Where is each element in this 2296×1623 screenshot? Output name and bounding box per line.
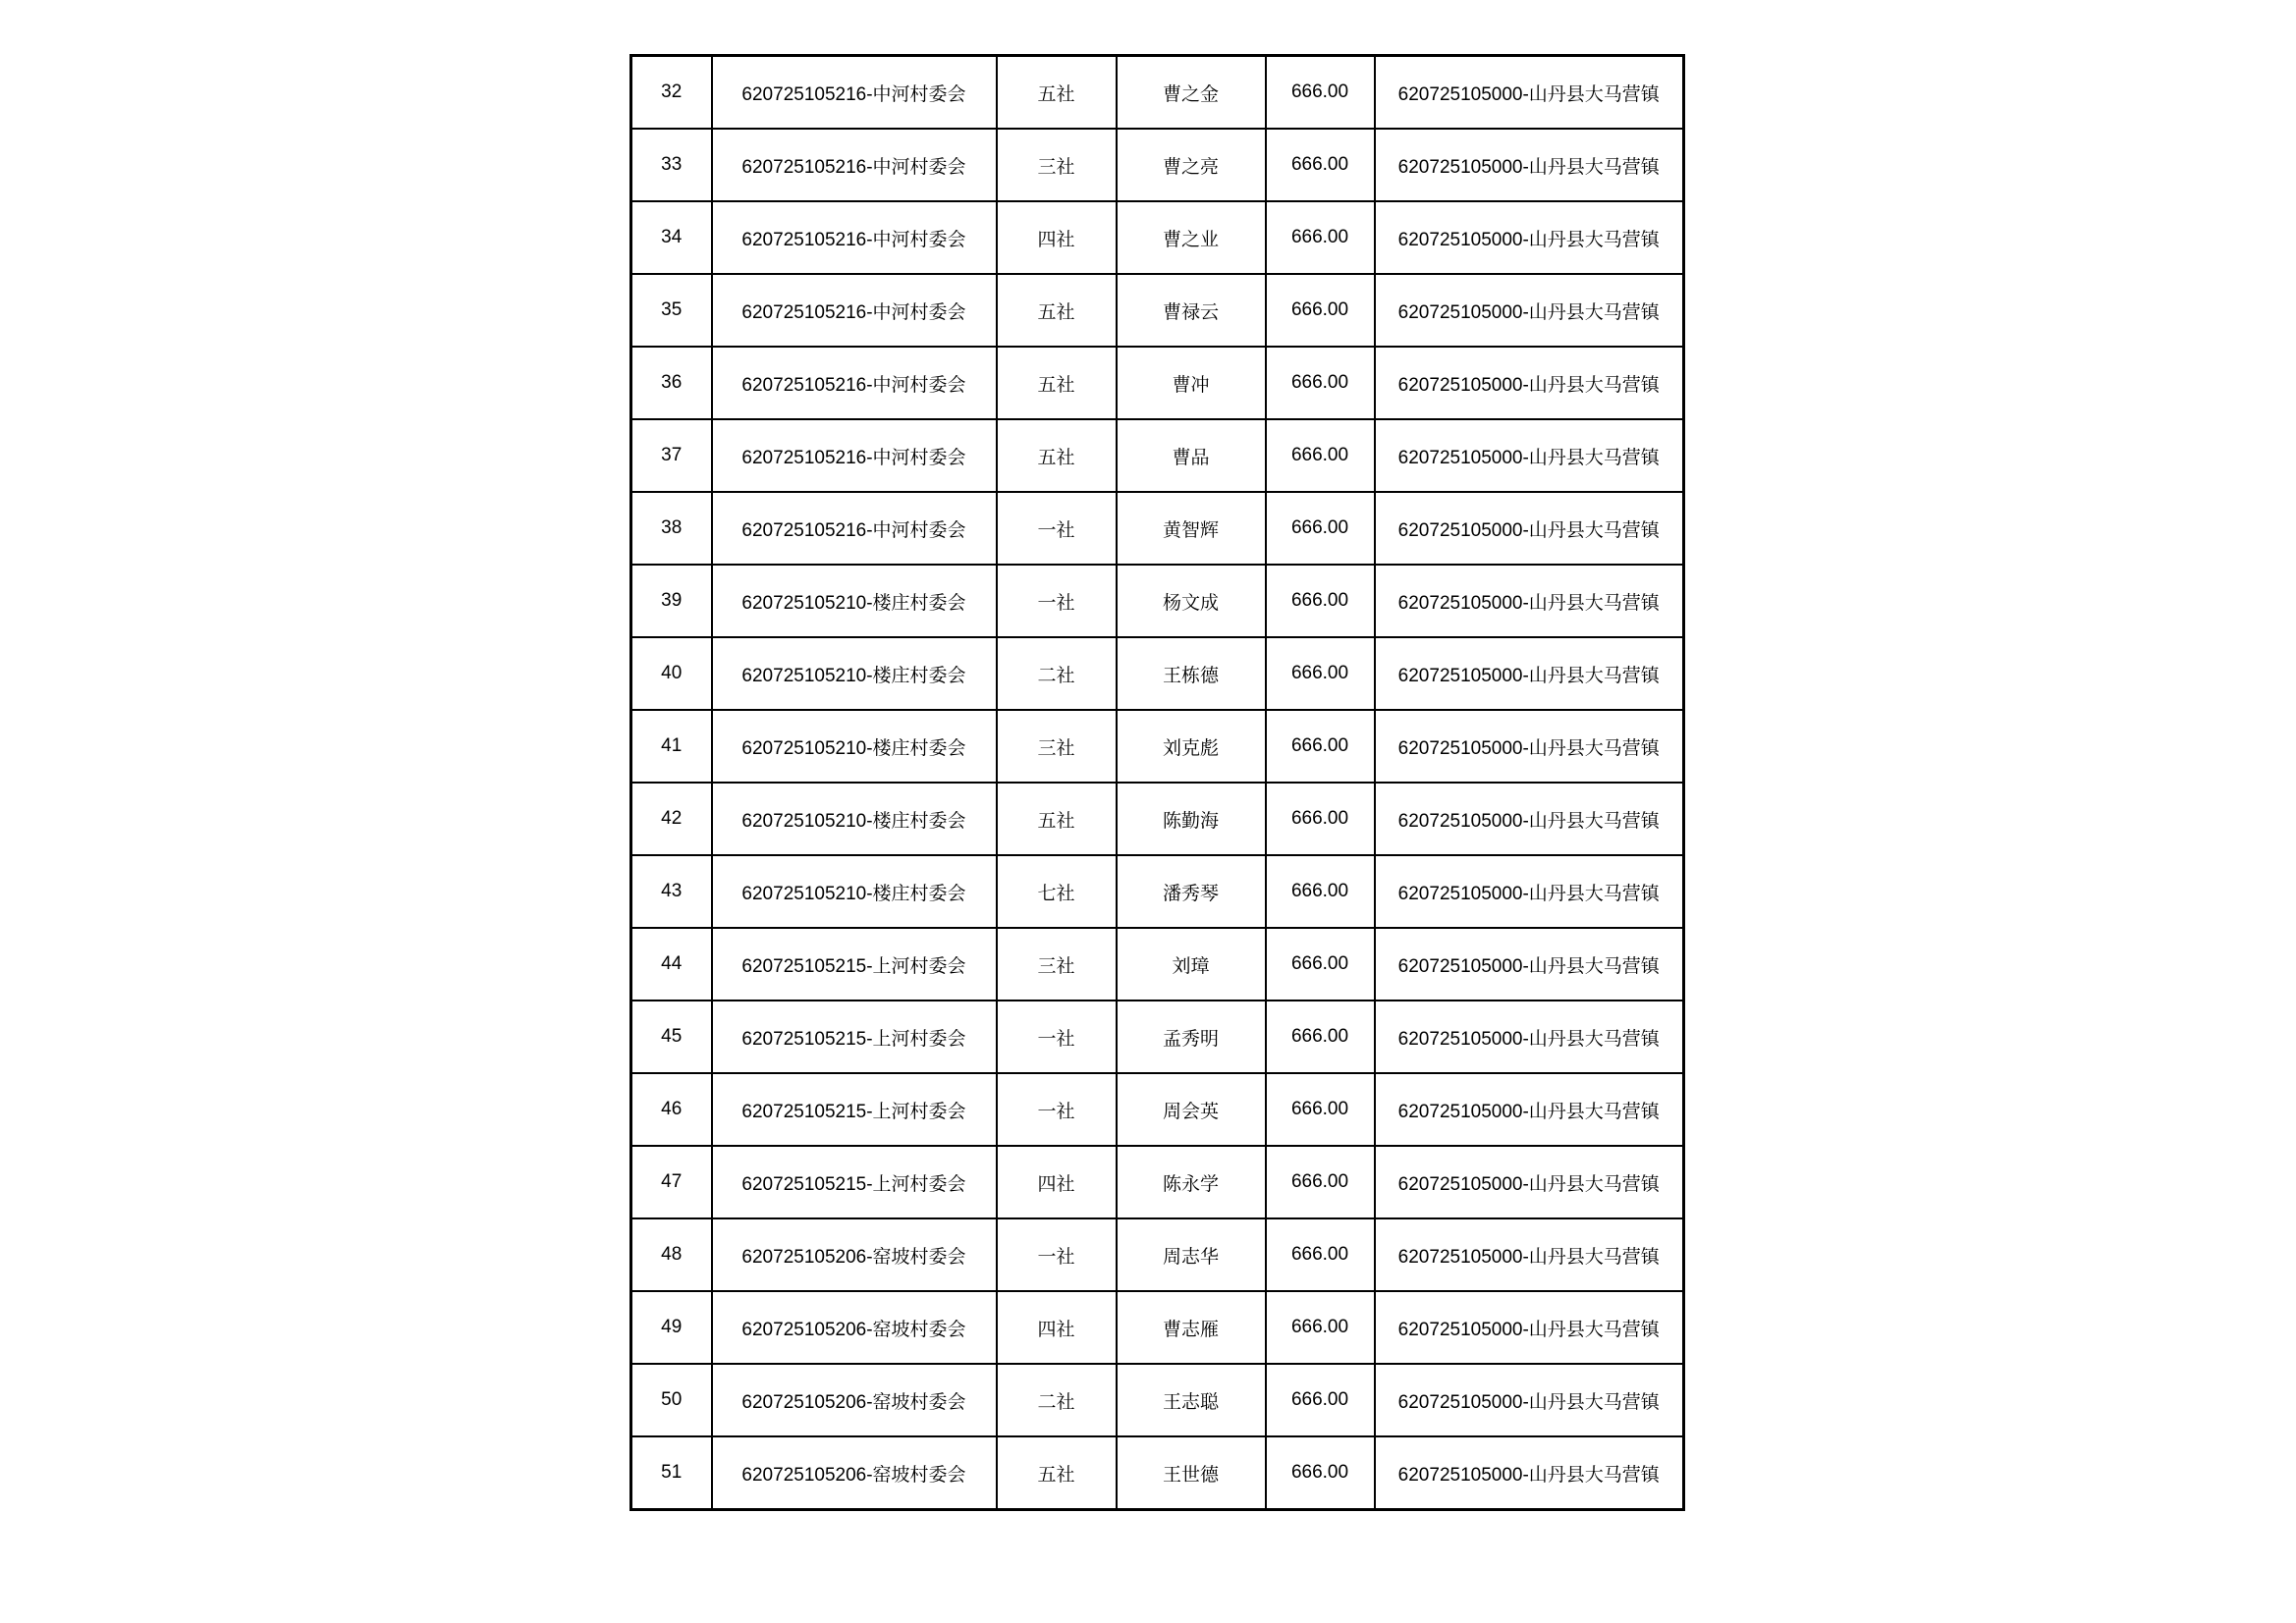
table-row: [631, 565, 1684, 637]
village-cell: 620725105210-楼庄村委会: [712, 710, 997, 783]
amount-cell: 666.00: [1266, 1001, 1375, 1073]
table-row: [631, 129, 1684, 201]
group-cell: 三社: [997, 129, 1117, 201]
town-cell: 620725105000-山丹县大马营镇: [1375, 1146, 1684, 1218]
amount-cell: 666.00: [1266, 274, 1375, 347]
amount-cell: 666.00: [1266, 637, 1375, 710]
row-index-cell: 50: [631, 1364, 712, 1436]
town-cell: 620725105000-山丹县大马营镇: [1375, 855, 1684, 928]
person-name-cell: 王栋德: [1117, 637, 1266, 710]
town-cell: 620725105000-山丹县大马营镇: [1375, 274, 1684, 347]
row-index-cell: 37: [631, 419, 712, 492]
row-index-cell: 51: [631, 1436, 712, 1510]
group-cell: 五社: [997, 1436, 1117, 1510]
town-cell: 620725105000-山丹县大马营镇: [1375, 347, 1684, 419]
person-name-cell: 王世德: [1117, 1436, 1266, 1510]
village-cell: 620725105216-中河村委会: [712, 492, 997, 565]
table-row: [631, 928, 1684, 1001]
row-index-cell: 48: [631, 1218, 712, 1291]
town-cell: 620725105000-山丹县大马营镇: [1375, 1436, 1684, 1510]
row-index-cell: 35: [631, 274, 712, 347]
person-name-cell: 曹品: [1117, 419, 1266, 492]
table-row: [631, 419, 1684, 492]
group-cell: 四社: [997, 1291, 1117, 1364]
person-name-cell: 刘璋: [1117, 928, 1266, 1001]
person-name-cell: 陈永学: [1117, 1146, 1266, 1218]
amount-cell: 666.00: [1266, 419, 1375, 492]
village-cell: 620725105206-窑坡村委会: [712, 1436, 997, 1510]
row-index-cell: 46: [631, 1073, 712, 1146]
table-row: [631, 783, 1684, 855]
town-cell: 620725105000-山丹县大马营镇: [1375, 1218, 1684, 1291]
village-cell: 620725105206-窑坡村委会: [712, 1364, 997, 1436]
person-name-cell: 孟秀明: [1117, 1001, 1266, 1073]
amount-cell: 666.00: [1266, 129, 1375, 201]
table-row: [631, 1146, 1684, 1218]
group-cell: 五社: [997, 419, 1117, 492]
table-row: [631, 347, 1684, 419]
row-index-cell: 44: [631, 928, 712, 1001]
town-cell: 620725105000-山丹县大马营镇: [1375, 710, 1684, 783]
town-cell: 620725105000-山丹县大马营镇: [1375, 1364, 1684, 1436]
table-row: [631, 1001, 1684, 1073]
group-cell: 七社: [997, 855, 1117, 928]
person-name-cell: 周会英: [1117, 1073, 1266, 1146]
table-row: [631, 274, 1684, 347]
row-index-cell: 33: [631, 129, 712, 201]
amount-cell: 666.00: [1266, 565, 1375, 637]
person-name-cell: 刘克彪: [1117, 710, 1266, 783]
subsidy-roster-table: [629, 54, 1685, 1511]
person-name-cell: 潘秀琴: [1117, 855, 1266, 928]
amount-cell: 666.00: [1266, 1146, 1375, 1218]
town-cell: 620725105000-山丹县大马营镇: [1375, 928, 1684, 1001]
person-name-cell: 周志华: [1117, 1218, 1266, 1291]
row-index-cell: 38: [631, 492, 712, 565]
amount-cell: 666.00: [1266, 1364, 1375, 1436]
group-cell: 四社: [997, 1146, 1117, 1218]
amount-cell: 666.00: [1266, 56, 1375, 130]
person-name-cell: 曹志雁: [1117, 1291, 1266, 1364]
group-cell: 四社: [997, 201, 1117, 274]
village-cell: 620725105216-中河村委会: [712, 274, 997, 347]
person-name-cell: 曹之业: [1117, 201, 1266, 274]
group-cell: 三社: [997, 928, 1117, 1001]
row-index-cell: 43: [631, 855, 712, 928]
amount-cell: 666.00: [1266, 1218, 1375, 1291]
row-index-cell: 40: [631, 637, 712, 710]
village-cell: 620725105210-楼庄村委会: [712, 783, 997, 855]
person-name-cell: 曹冲: [1117, 347, 1266, 419]
table-row: [631, 1291, 1684, 1364]
town-cell: 620725105000-山丹县大马营镇: [1375, 565, 1684, 637]
person-name-cell: 曹之金: [1117, 56, 1266, 130]
village-cell: 620725105210-楼庄村委会: [712, 565, 997, 637]
table-row: [631, 637, 1684, 710]
town-cell: 620725105000-山丹县大马营镇: [1375, 1001, 1684, 1073]
group-cell: 一社: [997, 1001, 1117, 1073]
table-row: [631, 1073, 1684, 1146]
row-index-cell: 32: [631, 56, 712, 130]
village-cell: 620725105206-窑坡村委会: [712, 1291, 997, 1364]
row-index-cell: 42: [631, 783, 712, 855]
village-cell: 620725105215-上河村委会: [712, 928, 997, 1001]
village-cell: 620725105216-中河村委会: [712, 56, 997, 130]
town-cell: 620725105000-山丹县大马营镇: [1375, 56, 1684, 130]
row-index-cell: 36: [631, 347, 712, 419]
row-index-cell: 39: [631, 565, 712, 637]
group-cell: 二社: [997, 637, 1117, 710]
roster-body: [631, 56, 1684, 1510]
table-row: [631, 1364, 1684, 1436]
village-cell: 620725105215-上河村委会: [712, 1001, 997, 1073]
amount-cell: 666.00: [1266, 1291, 1375, 1364]
table-row: [631, 710, 1684, 783]
town-cell: 620725105000-山丹县大马营镇: [1375, 129, 1684, 201]
town-cell: 620725105000-山丹县大马营镇: [1375, 637, 1684, 710]
group-cell: 五社: [997, 347, 1117, 419]
village-cell: 620725105216-中河村委会: [712, 419, 997, 492]
group-cell: 一社: [997, 565, 1117, 637]
group-cell: 三社: [997, 710, 1117, 783]
village-cell: 620725105215-上河村委会: [712, 1146, 997, 1218]
group-cell: 一社: [997, 1073, 1117, 1146]
town-cell: 620725105000-山丹县大马营镇: [1375, 201, 1684, 274]
row-index-cell: 49: [631, 1291, 712, 1364]
town-cell: 620725105000-山丹县大马营镇: [1375, 1291, 1684, 1364]
village-cell: 620725105215-上河村委会: [712, 1073, 997, 1146]
village-cell: 620725105206-窑坡村委会: [712, 1218, 997, 1291]
person-name-cell: 曹之亮: [1117, 129, 1266, 201]
row-index-cell: 34: [631, 201, 712, 274]
row-index-cell: 47: [631, 1146, 712, 1218]
amount-cell: 666.00: [1266, 710, 1375, 783]
table-row: [631, 56, 1684, 130]
town-cell: 620725105000-山丹县大马营镇: [1375, 419, 1684, 492]
person-name-cell: 陈勤海: [1117, 783, 1266, 855]
amount-cell: 666.00: [1266, 201, 1375, 274]
group-cell: 一社: [997, 492, 1117, 565]
amount-cell: 666.00: [1266, 1436, 1375, 1510]
town-cell: 620725105000-山丹县大马营镇: [1375, 492, 1684, 565]
group-cell: 五社: [997, 274, 1117, 347]
village-cell: 620725105216-中河村委会: [712, 347, 997, 419]
village-cell: 620725105210-楼庄村委会: [712, 637, 997, 710]
table-row: [631, 201, 1684, 274]
amount-cell: 666.00: [1266, 1073, 1375, 1146]
town-cell: 620725105000-山丹县大马营镇: [1375, 783, 1684, 855]
row-index-cell: 41: [631, 710, 712, 783]
amount-cell: 666.00: [1266, 855, 1375, 928]
group-cell: 一社: [997, 1218, 1117, 1291]
table-row: [631, 492, 1684, 565]
amount-cell: 666.00: [1266, 347, 1375, 419]
amount-cell: 666.00: [1266, 928, 1375, 1001]
person-name-cell: 杨文成: [1117, 565, 1266, 637]
person-name-cell: 王志聪: [1117, 1364, 1266, 1436]
village-cell: 620725105210-楼庄村委会: [712, 855, 997, 928]
town-cell: 620725105000-山丹县大马营镇: [1375, 1073, 1684, 1146]
amount-cell: 666.00: [1266, 783, 1375, 855]
village-cell: 620725105216-中河村委会: [712, 201, 997, 274]
table-row: [631, 855, 1684, 928]
person-name-cell: 曹禄云: [1117, 274, 1266, 347]
row-index-cell: 45: [631, 1001, 712, 1073]
village-cell: 620725105216-中河村委会: [712, 129, 997, 201]
amount-cell: 666.00: [1266, 492, 1375, 565]
group-cell: 五社: [997, 56, 1117, 130]
group-cell: 五社: [997, 783, 1117, 855]
table-row: [631, 1436, 1684, 1510]
table-row: [631, 1218, 1684, 1291]
group-cell: 二社: [997, 1364, 1117, 1436]
person-name-cell: 黄智辉: [1117, 492, 1266, 565]
